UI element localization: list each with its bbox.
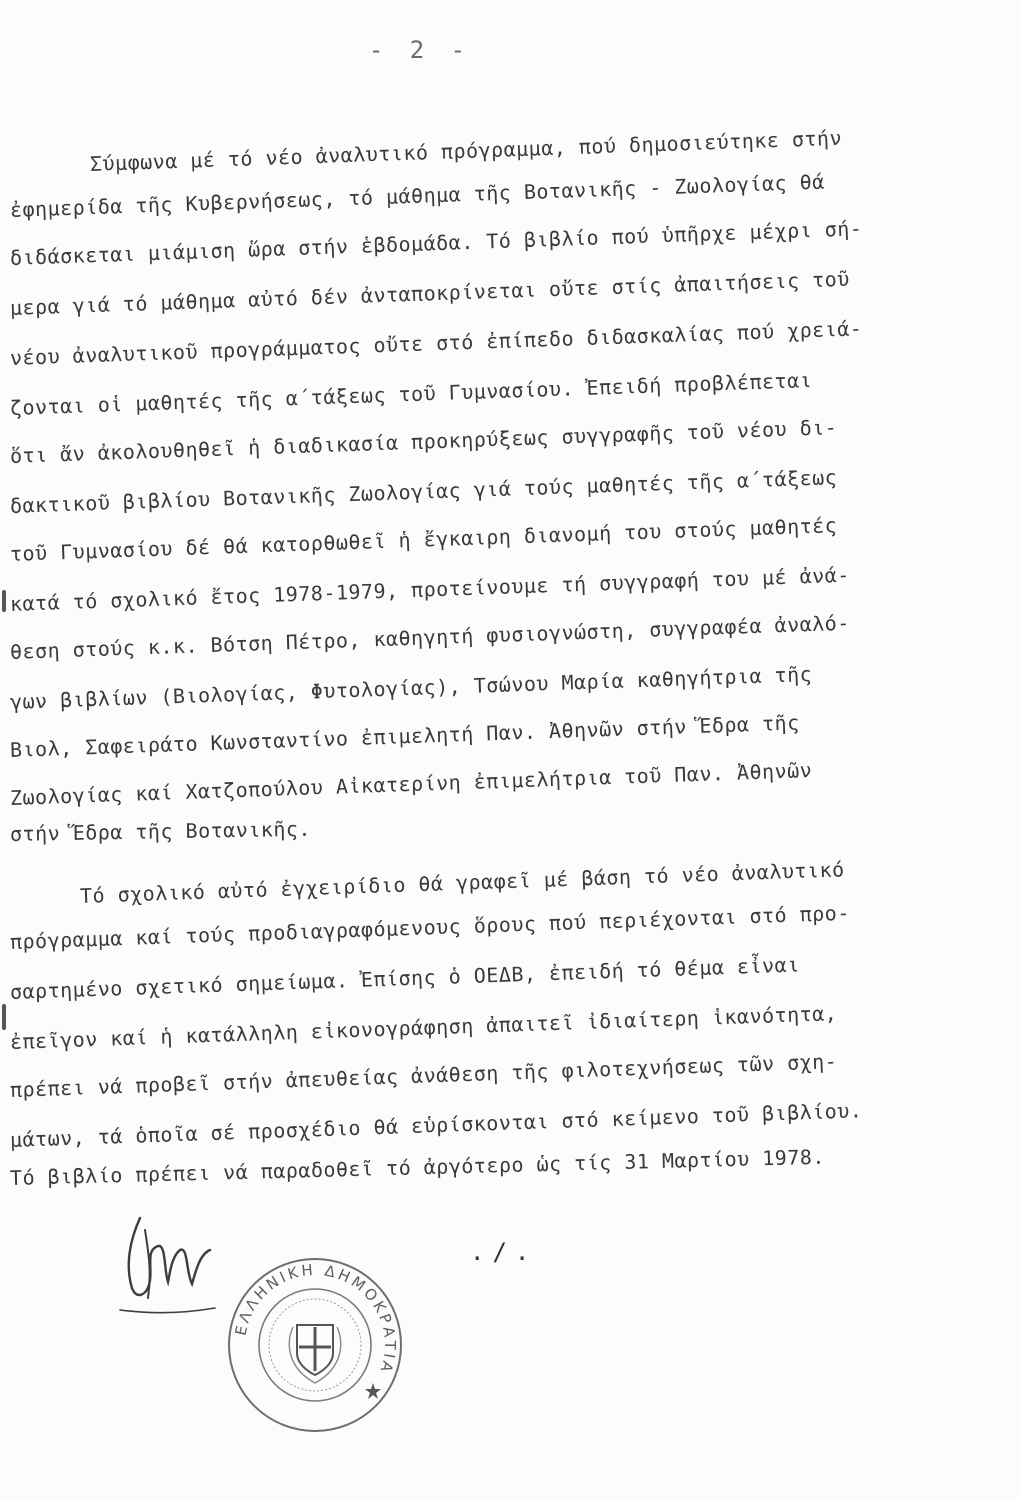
text-line: πρέπει νά προβεῖ στήν ἀπευθείας ἀνάθεση τῆς φιλοτεχνήσεως τῶν σχη- [9, 1049, 838, 1102]
scan-margin-mark [2, 1004, 6, 1030]
text-line: ἐπεῖγον καί ἡ κατάλληλη εἰκονογράφηση ἀπαιτεῖ ἰδιαίτερη ἱκανότητα, [9, 1001, 838, 1054]
text-line: ζονται οἱ μαθητές τῆς α΄τάξεως τοῦ Γυμνασίου. Ἐπειδή προβλέπεται [9, 367, 813, 420]
text-line: σαρτημένο σχετικό σημείωμα. Ἐπίσης ὁ ΟΕΔΒ, ἐπειδή τό θέμα εἶναι [9, 952, 801, 1004]
seal-text: ΕΛΛΗΝΙΚΗ ΔΗΜΟΚΡΑΤΙΑ [231, 1260, 400, 1378]
text-line: Τό βιβλίο πρέπει νά παραδοθεῖ τό ἀργότερο ὡς τίς 31 Μαρτίου 1978. [9, 1144, 826, 1190]
text-line: Τό σχολικό αὐτό ἐγχειρίδιο θά γραφεῖ μέ βάση τό νέο ἀναλυτικό [79, 857, 845, 908]
text-line: γων βιβλίων (Βιολογίας, Φυτολογίας), Τσώνου Μαρία καθηγήτρια τῆς [9, 661, 813, 714]
text-line: θεση στούς κ.κ. Βότση Πέτρο, καθηγητή φυσιογνώστη, συγγραφέα ἀναλό- [9, 610, 851, 664]
text-line: στήν Ἕδρα τῆς Βοτανικῆς. [9, 816, 312, 846]
text-line: κατά τό σχολικό ἔτος 1978-1979, προτείνουμε τή συγγραφή του μέ ἀνά- [9, 562, 851, 616]
text-line: Βιολ, Σαφειράτο Κωνσταντίνο ἐπιμελητή Παν. Ἀθηνῶν στήν Ἕδρα τῆς [9, 710, 801, 762]
text-line: μερα γιά τό μάθημα αὐτό δέν ἀνταποκρίνεται οὔτε στίς ἀπαιτήσεις τοῦ [9, 266, 851, 320]
handwritten-signature [100, 1210, 230, 1320]
scan-margin-mark [2, 590, 6, 612]
text-line: πρόγραμμα καί τούς προδιαγραφόμενους ὅρους πού περιέχονται στό προ- [9, 900, 851, 954]
text-line: δακτικοῦ βιβλίου Βοτανικῆς Ζωολογίας γιά τούς μαθητές τῆς α΄τάξεως [9, 465, 838, 518]
continuation-mark: ./. [470, 1238, 538, 1266]
text-line: νέου ἀναλυτικοῦ προγράμματος οὔτε στό ἐπίπεδο διδασκαλίας πού χρειά- [9, 316, 863, 370]
text-line: τοῦ Γυμνασίου δέ θά κατορθωθεῖ ἡ ἔγκαιρη διανομή του στούς μαθητές [9, 513, 838, 566]
text-line: Σύμφωνα μέ τό νέο ἀναλυτικό πρόγραμμα, πού δημοσιεύτηκε στήν [89, 125, 843, 176]
text-line: Ζωολογίας καί Χατζοπούλου Αἰκατερίνη ἐπιμελήτρια τοῦ Παν. Ἀθηνῶν [9, 757, 813, 810]
page-number: - 2 - [368, 36, 472, 64]
text-line: διδάσκεται μιάμιση ὥρα στήν ἑβδομάδα. Τό βιβλίο πού ὑπῆρχε μέχρι σή- [9, 216, 863, 270]
text-line: ὅτι ἄν ἀκολουθηθεῖ ἡ διαδικασία προκηρύξεως συγγραφῆς τοῦ νέου δι- [9, 415, 838, 468]
official-seal [225, 1255, 405, 1435]
text-line: ἐφημερίδα τῆς Κυβερνήσεως, τό μάθημα τῆς Βοτανικῆς - Ζωολογίας θά [9, 169, 826, 222]
text-line: μάτων, τά ὁποῖα σέ προσχέδιο θά εὑρίσκονται στό κείμενο τοῦ βιβλίου. [9, 1098, 863, 1152]
